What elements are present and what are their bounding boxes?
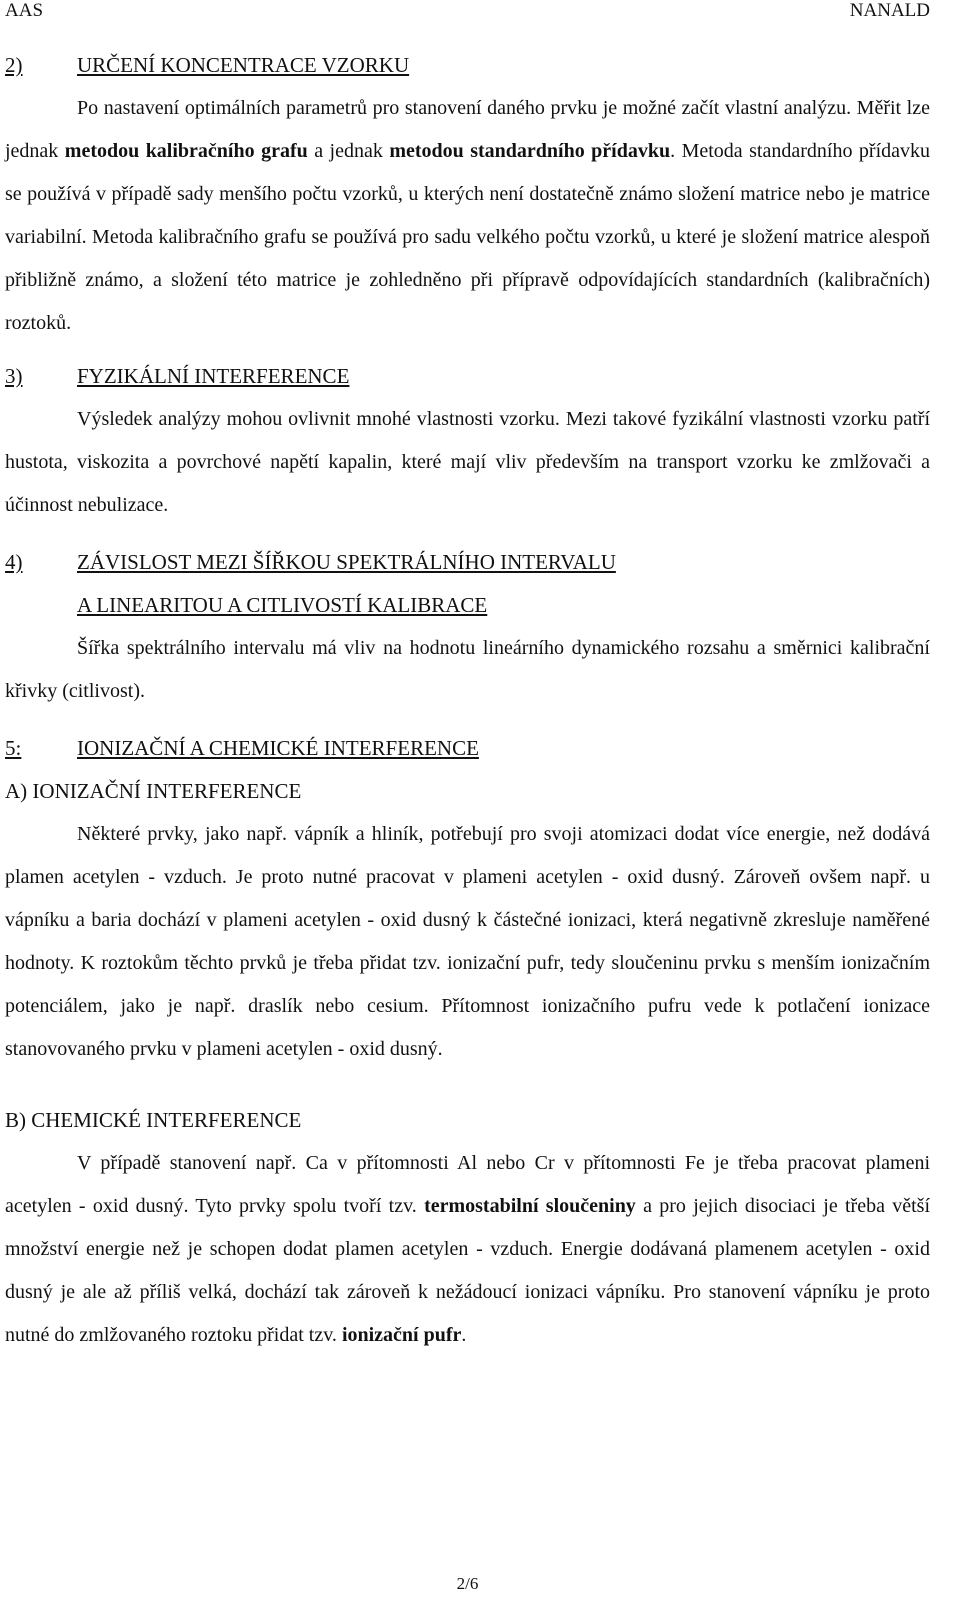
page-number: 2/6 — [456, 1574, 479, 1593]
section-4-heading — [5, 541, 930, 584]
section-4-paragraph: Šířka spektrálního intervalu má vliv na hodnotu lineárního dynamického rozsahu a směrnici kalibrační křivky (citlivost). — [5, 637, 930, 702]
subsection-a-paragraph: Některé prvky, jako např. vápník a hliník, potřebují pro svoji atomizaci dodat více energie, než dodává plamen acetylen - vzduch. Je proto nutné pracovat v plameni acetylen - oxid dusný. Zároveň ovšem např. u vápníku a baria dochází v plameni acetylen - oxid dusný k částečné ionizaci, která negativně zkresluje naměřené hodnoty. K roztokům těchto prvků je třeba přidat tzv. ionizační pufr, tedy sloučeninu prvku s menším ionizačním potenciálem, jako je např. draslík nebo cesium. Přítomnost ionizačního pufru vede k potlačení ionizace stanovovaného prvku v plameni acetylen - oxid dusný. — [5, 823, 930, 1060]
section-4-title-line1: ZÁVISLOST MEZI ŠÍŘKOU SPEKTRÁLNÍHO INTERVALU — [77, 550, 616, 574]
section-3-heading — [5, 355, 930, 398]
bold-term-standard-addition: metodou standardního přídavku — [389, 140, 671, 162]
text-run: V případě stanovení např. Ca v přítomnosti Al nebo Cr v přítomnosti Fe je třeba pracovat plameni acetylen - oxid dusný. Tyto prvky spolu tvoří tzv. — [5, 1152, 930, 1217]
text-run: a jednak — [307, 140, 390, 162]
section-2-paragraph — [5, 87, 930, 345]
document-content — [5, 44, 930, 1357]
subsection-b-paragraph — [5, 1142, 930, 1357]
section-4-title-line2: A LINEARITOU A CITLIVOSTÍ KALIBRACE — [77, 593, 488, 617]
document-page — [5, 0, 930, 1613]
section-5-title: IONIZAČNÍ A CHEMICKÉ INTERFERENCE — [77, 736, 479, 760]
section-5-number: 5: — [5, 736, 22, 760]
subsection-a-heading: A) IONIZAČNÍ INTERFERENCE — [5, 779, 302, 803]
text-run: a pro jejich disociaci je třeba větší množství energie než je schopen dodat plamen acetylen - vzduch. Energie dodávaná plamenem acetylen - oxid dusný je ale až příliš velká, dochází tak zároveň k nežádoucí ionizaci vápníku. Pro stanovení vápníku je proto nutné do zmlžovaného roztoku přidat tzv. — [5, 1195, 930, 1346]
page-header — [5, 0, 930, 26]
subsection-b-heading: B) CHEMICKÉ INTERFERENCE — [5, 1108, 302, 1132]
section-2-title: URČENÍ KONCENTRACE VZORKU — [77, 53, 410, 77]
section-3-number: 3) — [5, 364, 23, 388]
bold-term-calibration-graph: metodou kalibračního grafu — [64, 140, 308, 162]
text-run: . — [461, 1324, 467, 1346]
text-run: Po nastavení optimálních parametrů pro stanovení daného prvku je možné začít vlastní analýzu. Měřit lze jednak — [5, 97, 930, 162]
header-left: AAS — [5, 0, 44, 21]
bold-term-thermostable-compounds: termostabilní sloučeniny — [424, 1195, 636, 1217]
section-3-title: FYZIKÁLNÍ INTERFERENCE — [77, 364, 350, 388]
section-4-number: 4) — [5, 550, 23, 574]
section-5-heading — [5, 727, 930, 770]
section-4-heading-line2 — [5, 584, 930, 627]
section-2-number: 2) — [5, 53, 23, 77]
section-3-paragraph: Výsledek analýzy mohou ovlivnit mnohé vlastnosti vzorku. Mezi takové fyzikální vlastnosti vzorku patří hustota, viskozita a povrchové napětí kapalin, které mají vliv především na transport vzorku ke zmlžovači a účinnost nebulizace. — [5, 408, 930, 516]
header-right: NANALD — [849, 0, 930, 21]
bold-term-ionization-buffer: ionizační pufr — [341, 1324, 462, 1346]
section-2-heading — [5, 44, 930, 87]
text-run: . Metoda standardního přídavku se používá v případě sady menšího počtu vzorků, u kterých není dostatečně známo složení matrice nebo je matrice variabilní. Metoda kalibračního grafu se používá pro sadu velkého počtu vzorků, u které je složení matrice alespoň přibližně známo, a složení této matrice je zohledněno při přípravě odpovídajících standardních (kalibračních) roztoků. — [5, 140, 930, 334]
